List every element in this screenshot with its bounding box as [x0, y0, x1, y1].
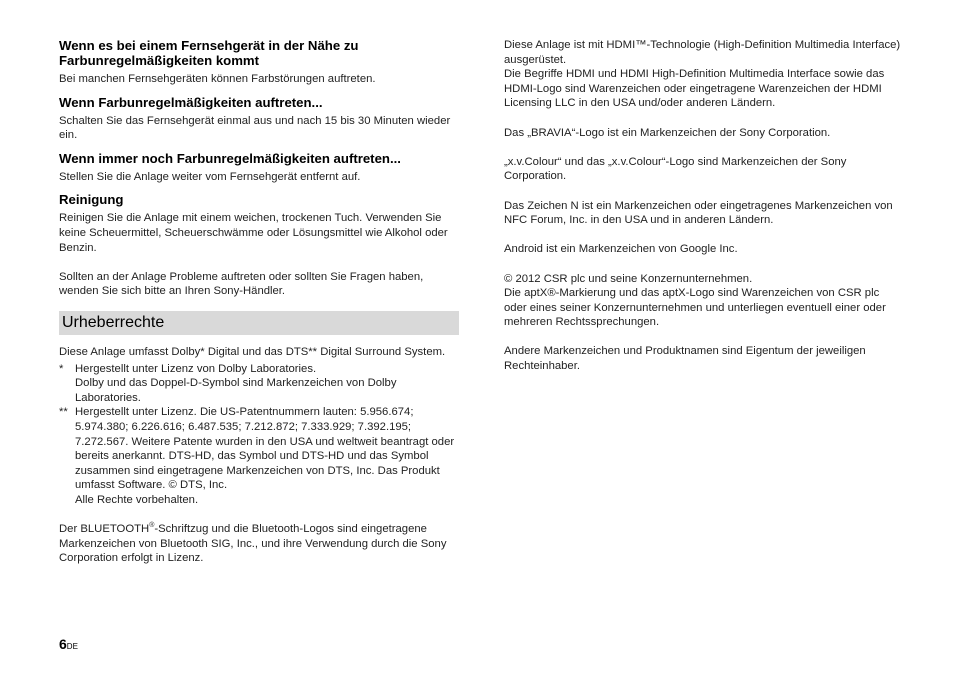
csr-paragraph-2: Die aptX®-Markierung und das aptX-Logo sind Warenzeichen von CSR plc oder eines seiner Konzernunternehmen und unterliegen eventuell einer oder mehreren Rechtssprechungen.	[504, 287, 886, 329]
xvcolour-paragraph: „x.v.Colour“ und das „x.v.Colour“-Logo sind Markenzeichen der Sony Corporation.	[504, 155, 847, 183]
section-title-still-irregularities: Wenn immer noch Farbunregelmäßigkeiten auftreten...	[59, 150, 401, 166]
csr-paragraph-1: © 2012 CSR plc und seine Konzernunternehmen.	[504, 272, 753, 285]
nfc-paragraph: Das Zeichen N ist ein Markenzeichen oder eingetragenes Markenzeichen von NFC Forum, Inc. in den USA und in anderen Ländern.	[504, 199, 893, 227]
footnote-dts-text2: Alle Rechte vorbehalten.	[75, 493, 199, 506]
section-title-color-irregularities: Wenn es bei einem Fernsehgerät in der Nähe zu Farbunregelmäßigkeiten kommt	[59, 38, 359, 68]
footnote-mark: **	[59, 406, 68, 419]
bravia-paragraph: Das „BRAVIA“-Logo ist ein Markenzeichen der Sony Corporation.	[504, 126, 831, 139]
page-lang: DE	[66, 642, 78, 651]
page-number: 6DE	[59, 636, 78, 652]
footnote-dts	[59, 405, 459, 507]
section-text-support: Sollten an der Anlage Probleme auftreten oder sollten Sie Fragen haben, wenden Sie sich bitte an Ihren Sony-Händler.	[59, 270, 424, 298]
hdmi-paragraph-1: Diese Anlage ist mit HDMI™-Technologie (High-Definition Multimedia Interface) ausgerüstet.	[504, 39, 901, 66]
footnote-mark: *	[59, 362, 64, 375]
section-text-when-irregularities: Schalten Sie das Fernsehgerät einmal aus und nach 15 bis 30 Minuten wieder ein.	[59, 114, 451, 142]
bluetooth-trademark: Der BLUETOOTH®-Schriftzug und die Bluetooth-Logos sind eingetragene Markenzeichen von Bluetooth SIG, Inc., und ihre Verwendung durch die Sony Corporation erfolgt in Lizenz.	[59, 522, 447, 565]
footnote-dts-text: Hergestellt unter Lizenz. Die US-Patentnummern lauten: 5.956.674; 5.974.380; 6.226.616; 6.487.535; 7.212.872; 7.333.929; 7.392.195; 7.272.567. Weitere Patente wurden in den USA und weltweit beantragt oder bereits anerkannt. DTS-HD, das Symbol und DTS-HD und das Symbol zusammen sind eingetragene Markenzeichen von DTS, Inc. Das Produkt umfasst Software. © DTS, Inc.	[75, 406, 455, 492]
section-text-cleaning: Reinigen Sie die Anlage mit einem weichen, trockenen Tuch. Verwenden Sie keine Scheuermittel, Scheuerschwämme oder Lösungsmittel wie Alkohol oder Benzin.	[59, 212, 448, 254]
section-title-cleaning: Reinigung	[59, 192, 124, 208]
section-text-color-irregularities: Bei manchen Fernsehgeräten können Farbstörungen auftreten.	[59, 73, 376, 85]
section-text-still-irregularities: Stellen Sie die Anlage weiter vom Fernsehgerät entfernt auf.	[59, 170, 361, 183]
hdmi-paragraph-2: Die Begriffe HDMI und HDMI High-Definition Multimedia Interface sowie das HDMI-Logo sind Warenzeichen oder eingetragene Warenzeichen der HDMI Licensing LLC in den USA und/oder anderen Ländern.	[504, 68, 885, 110]
left-column	[59, 38, 459, 566]
footnote-dolby-text2: Dolby und das Doppel-D-Symbol sind Markenzeichen von Dolby Laboratories.	[75, 377, 397, 404]
footnote-dolby-text: Hergestellt unter Lizenz von Dolby Laboratories.	[75, 362, 317, 375]
copyright-banner: Urheberrechte	[59, 311, 459, 335]
copyright-intro: Diese Anlage umfasst Dolby* Digital und das DTS** Digital Surround System.	[59, 345, 446, 358]
right-column	[504, 38, 904, 374]
footnote-dolby	[59, 362, 459, 406]
section-title-when-irregularities: Wenn Farbunregelmäßigkeiten auftreten...	[59, 94, 323, 110]
android-paragraph: Android ist ein Markenzeichen von Google Inc.	[504, 243, 738, 256]
other-trademarks-paragraph: Andere Markenzeichen und Produktnamen sind Eigentum der jeweiligen Rechteinhaber.	[504, 345, 866, 373]
